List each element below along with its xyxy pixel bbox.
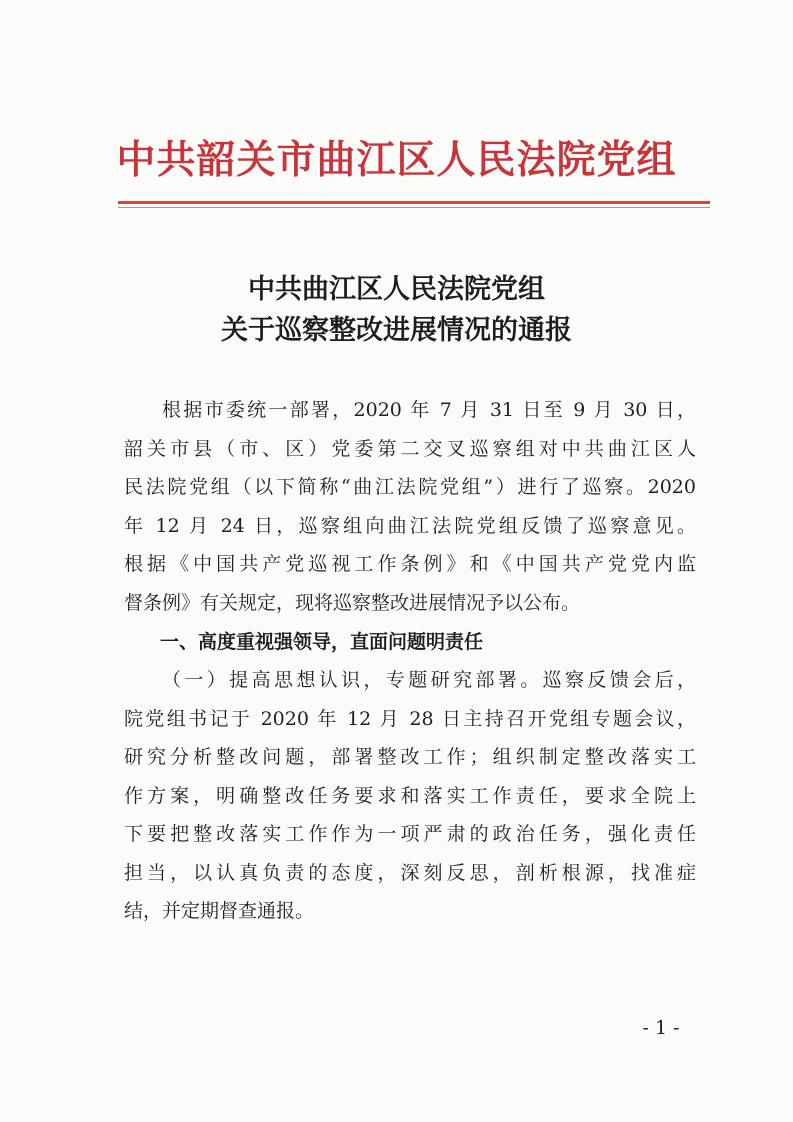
section-paragraph-line: 结，并定期督查通报。: [124, 900, 315, 922]
section-paragraph-line: 下要把整改落实工作作为一项严肃的政治任务，强化责任: [124, 823, 696, 845]
intro-line: 韶关市县（市、区）党委第二交叉巡察组对中共曲江区人: [124, 437, 696, 460]
section-paragraph-line: 担当，以认真负责的态度，深刻反思，剖析根源，找准症: [124, 861, 696, 884]
red-separator-line-thin: [118, 207, 710, 208]
section-paragraph-line: （一）提高思想认识，专题研究部署。巡察反馈会后，: [162, 669, 696, 691]
intro-line: 根据《中国共产党巡视工作条例》和《中国共产党党内监: [124, 553, 696, 575]
intro-line: 年 12 月 24 日，巡察组向曲江法院党组反馈了巡察意见。: [124, 514, 696, 537]
issuing-organization-header: 中共韶关市曲江区人民法院党组: [116, 137, 677, 183]
section-heading: 一、高度重视强领导，直面问题明责任: [160, 631, 484, 653]
intro-line: 根据市委统一部署，2020 年 7 月 31 日至 9 月 30 日，: [162, 399, 696, 421]
intro-paragraph: [124, 391, 696, 622]
document-title-line-1: 中共曲江区人民法院党组: [248, 274, 545, 305]
section-paragraph-line: 院党组书记于 2020 年 12 月 28 日主持召开党组专题会议，: [124, 707, 696, 730]
section-paragraph-line: 研究分析整改问题，部署整改工作；组织制定整改落实工: [124, 746, 696, 768]
intro-line: 民法院党组（以下简称“曲江法院党组”）进行了巡察。2020: [124, 476, 696, 498]
page-number: - 1 -: [642, 1017, 680, 1039]
red-separator-line: [118, 201, 710, 204]
section-paragraph: [124, 661, 696, 931]
intro-line: 督条例》有关规定，现将巡察整改进展情况予以公布。: [124, 591, 581, 614]
section-paragraph-line: 作方案，明确整改任务要求和落实工作责任，要求全院上: [124, 784, 696, 807]
document-title-line-2: 关于巡察整改进展情况的通报: [221, 315, 572, 346]
